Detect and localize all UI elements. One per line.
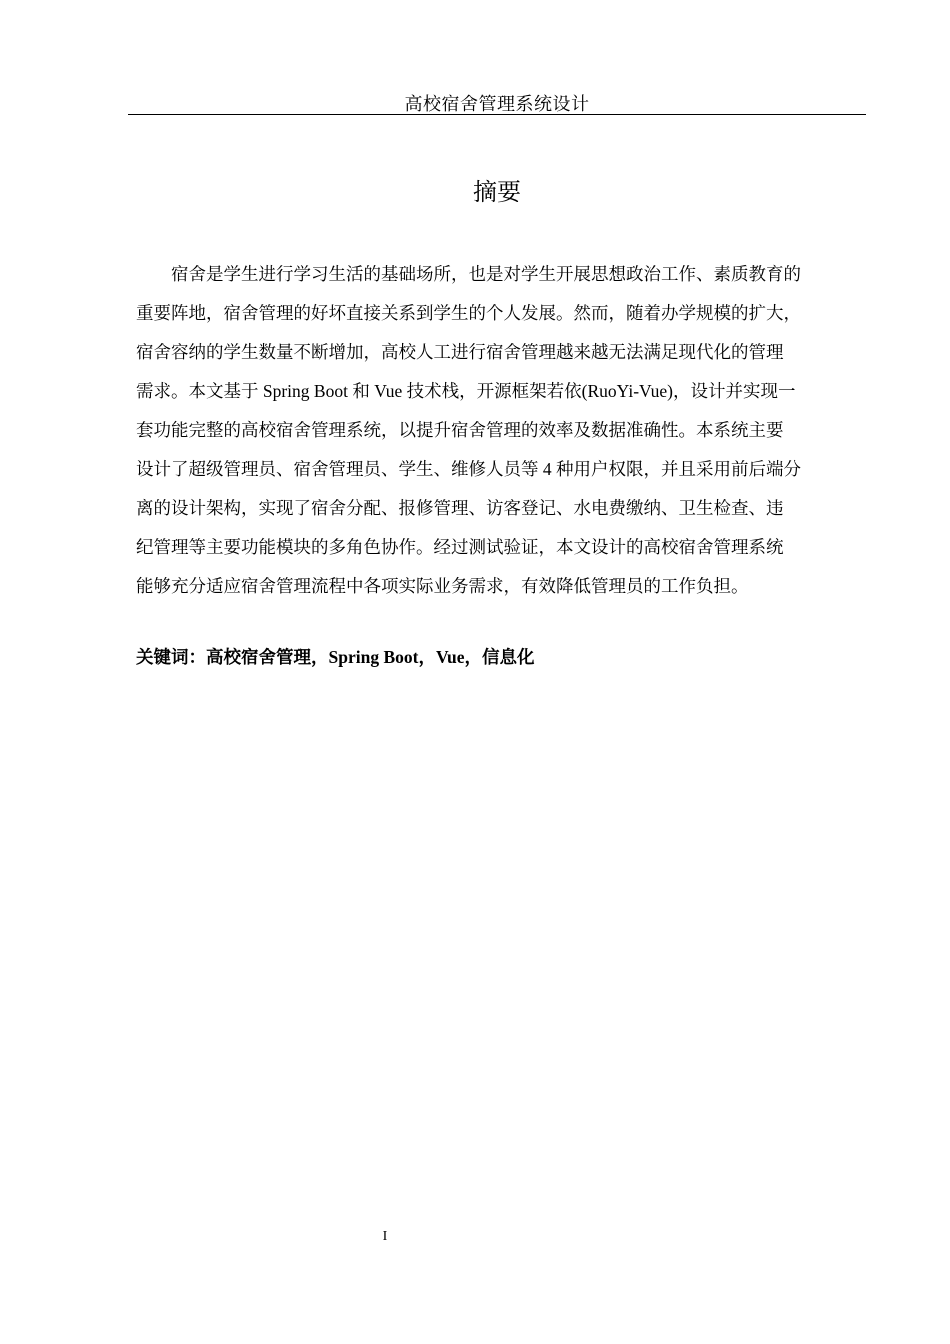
abstract-line: 纪管理等主要功能模块的多角色协作。经过测试验证，本文设计的高校宿舍管理系统 — [136, 537, 784, 557]
abstract-line: 离的设计架构，实现了宿舍分配、报修管理、访客登记、水电费缴纳、卫生检查、违 — [136, 498, 784, 518]
abstract-line: 能够充分适应宿舍管理流程中各项实际业务需求，有效降低管理员的工作负担。 — [136, 576, 749, 596]
page-number: I — [382, 1229, 388, 1244]
abstract-line: 宿舍是学生进行学习生活的基础场所，也是对学生开展思想政治工作、素质教育的 — [136, 264, 801, 284]
abstract-line: 设计了超级管理员、宿舍管理员、学生、维修人员等 4 种用户权限，并且采用前后端分 — [136, 459, 801, 479]
header-rule — [128, 114, 866, 115]
abstract-line: 重要阵地，宿舍管理的好坏直接关系到学生的个人发展。然而，随着办学规模的扩大， — [136, 303, 801, 323]
running-header: 高校宿舍管理系统设计 — [404, 94, 590, 114]
abstract-body — [136, 255, 860, 606]
abstract-title: 摘要 — [473, 178, 521, 206]
keywords: 关键词：高校宿舍管理，Spring Boot，Vue，信息化 — [136, 647, 535, 667]
abstract-line: 套功能完整的高校宿舍管理系统，以提升宿舍管理的效率及数据准确性。本系统主要 — [136, 420, 784, 440]
abstract-line: 需求。本文基于 Spring Boot 和 Vue 技术栈，开源框架若依(RuoYi-Vue)，设计并实现一 — [136, 381, 796, 401]
abstract-line: 宿舍容纳的学生数量不断增加，高校人工进行宿舍管理越来越无法满足现代化的管理 — [136, 342, 784, 362]
